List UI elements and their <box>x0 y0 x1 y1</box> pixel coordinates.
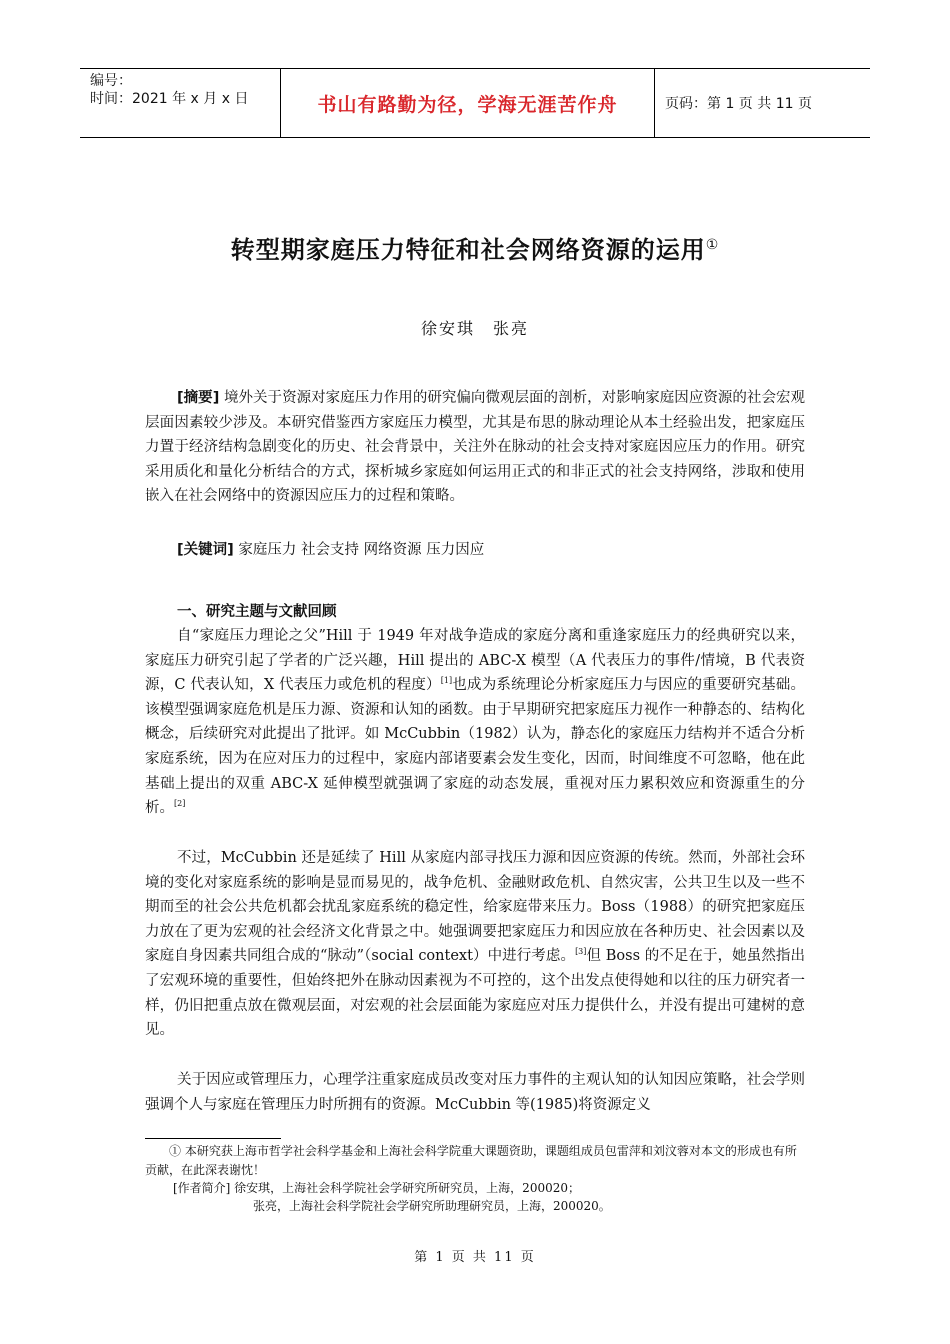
keywords-label: [关键词] <box>177 542 234 558</box>
body-paragraph-3: 关于因应或管理压力，心理学注重家庭成员改变对压力事件的主观认知的认知因应策略，社会学则强调个人与家庭在管理压力时所拥有的资源。McCubbin 等(1985)将资源定义 <box>145 1072 805 1113</box>
keywords <box>145 538 805 563</box>
title-footnote-mark: ① <box>705 237 720 253</box>
footnote-author-1: [作者简介] 徐安琪，上海社会科学院社会学研究所研究员，上海，200020； <box>173 1181 580 1195</box>
footnote-separator <box>145 1138 281 1139</box>
paragraph-text: 但 Boss 的不足在于，她虽然指出了宏观环境的重要性，但始终把外在脉动因素视为不可控的，这个出发点使得她和以往的压力研究者一样，仍旧把重点放在微观层面，对宏观的社会层面能为家庭应对压力提供什么，并没有提出可建树的意见。 <box>145 948 805 1039</box>
footnote-text: 本研究获上海市哲学社会科学基金和上海社会科学院重大课题资助，课题组成员包雷萍和刘汶蓉对本文的形成也有所贡献，在此深表谢忱！ <box>145 1144 797 1177</box>
title-text: 转型期家庭压力特征和社会网络资源的运用 <box>230 236 706 264</box>
document-code-label: 编号： <box>90 73 132 89</box>
document-title <box>0 230 950 265</box>
body-paragraph-1 <box>145 624 805 821</box>
citation-ref[interactable]: [2] <box>174 799 186 809</box>
header-page-info: 页码：第 1 页 共 11 页 <box>665 96 812 112</box>
header-table <box>80 68 870 138</box>
citation-ref[interactable]: [3] <box>575 947 587 957</box>
header-meta-cell <box>80 69 281 137</box>
section-heading: 一、研究主题与文献回顾 <box>177 604 337 620</box>
page-number-footer: 第 1 页 共 11 页 <box>414 1250 536 1265</box>
footnote-mark: ① <box>169 1144 182 1158</box>
abstract-label: [摘要] <box>177 390 220 406</box>
keywords-text: 家庭压力 社会支持 网络资源 压力因应 <box>233 542 485 558</box>
abstract-text: 境外关于资源对家庭压力作用的研究偏向微观层面的剖析，对影响家庭因应资源的社会宏观层面因素较少涉及。本研究借鉴西方家庭压力模型，尤其是布思的脉动理论从本土经验出发，把家庭压力置于经济结构急剧变化的历史、社会背景中，关注外在脉动的社会支持对家庭因应压力的作用。研究采用质化和量化分析结合的方式，探析城乡家庭如何运用正式的和非正式的社会支持网络，涉取和使用嵌入在社会网络中的资源因应压力的过程和策略。 <box>145 390 805 505</box>
document-date-label: 时间：2021 年 x 月 x 日 <box>90 91 249 107</box>
citation-ref[interactable]: [1] <box>440 676 453 686</box>
abstract <box>145 386 805 509</box>
body-paragraph-2 <box>145 846 805 1043</box>
paragraph-text: 自“家庭压力理论之父”Hill 于 1949 年对战争造成的家庭分离和重逢家庭压力的经典研究以来，家庭压力研究引起了学者的广泛兴趣，Hill 提出的 ABC-X 模型（A 代表压力的事件/情境，B 代表资源，C 代表认知，X 代表压力或危机的程度） <box>145 628 805 694</box>
header-motto: 书山有路勤为径，学海无涯苦作舟 <box>281 69 655 137</box>
paragraph-text: 也成为系统理论分析家庭压力与因应的重要研究基础。该模型强调家庭危机是压力源、资源和认知的函数。由于早期研究把家庭压力视作一种静态的、结构化概念，后续研究对此提出了批评。如 McCubbin（1982）认为，静态化的家庭压力结构并不适合分析家庭系统，因为在应对压力的过程中，家庭内部诸要素会发生变化，因而，时间维度不可忽略，他在此基础上提出的双重 ABC-X 延伸模型就强调了家庭的动态发展，重视对压力累积效应和资源重生的分析。 <box>145 677 805 817</box>
footnote-author-2: 张亮，上海社会科学院社会学研究所助理研究员，上海，200020。 <box>253 1199 611 1213</box>
paragraph-text: 不过，McCubbin 还是延续了 Hill 从家庭内部寻找压力源和因应资源的传统。然而，外部社会环境的变化对家庭系统的影响是显而易见的，战争危机、金融财政危机、自然灾害，公共卫生以及一些不期而至的社会公共危机都会扰乱家庭系统的稳定性，给家庭带来压力。Boss（1988）的研究把家庭压力放在了更为宏观的社会经济文化背景之中。她强调要把家庭压力和因应放在各种历史、社会因素以及家庭自身因素共同组合成的“脉动”（social context）中进行考虑。 <box>145 850 805 965</box>
authors: 徐安琪 张亮 <box>420 319 529 338</box>
footnote-1 <box>145 1142 805 1179</box>
